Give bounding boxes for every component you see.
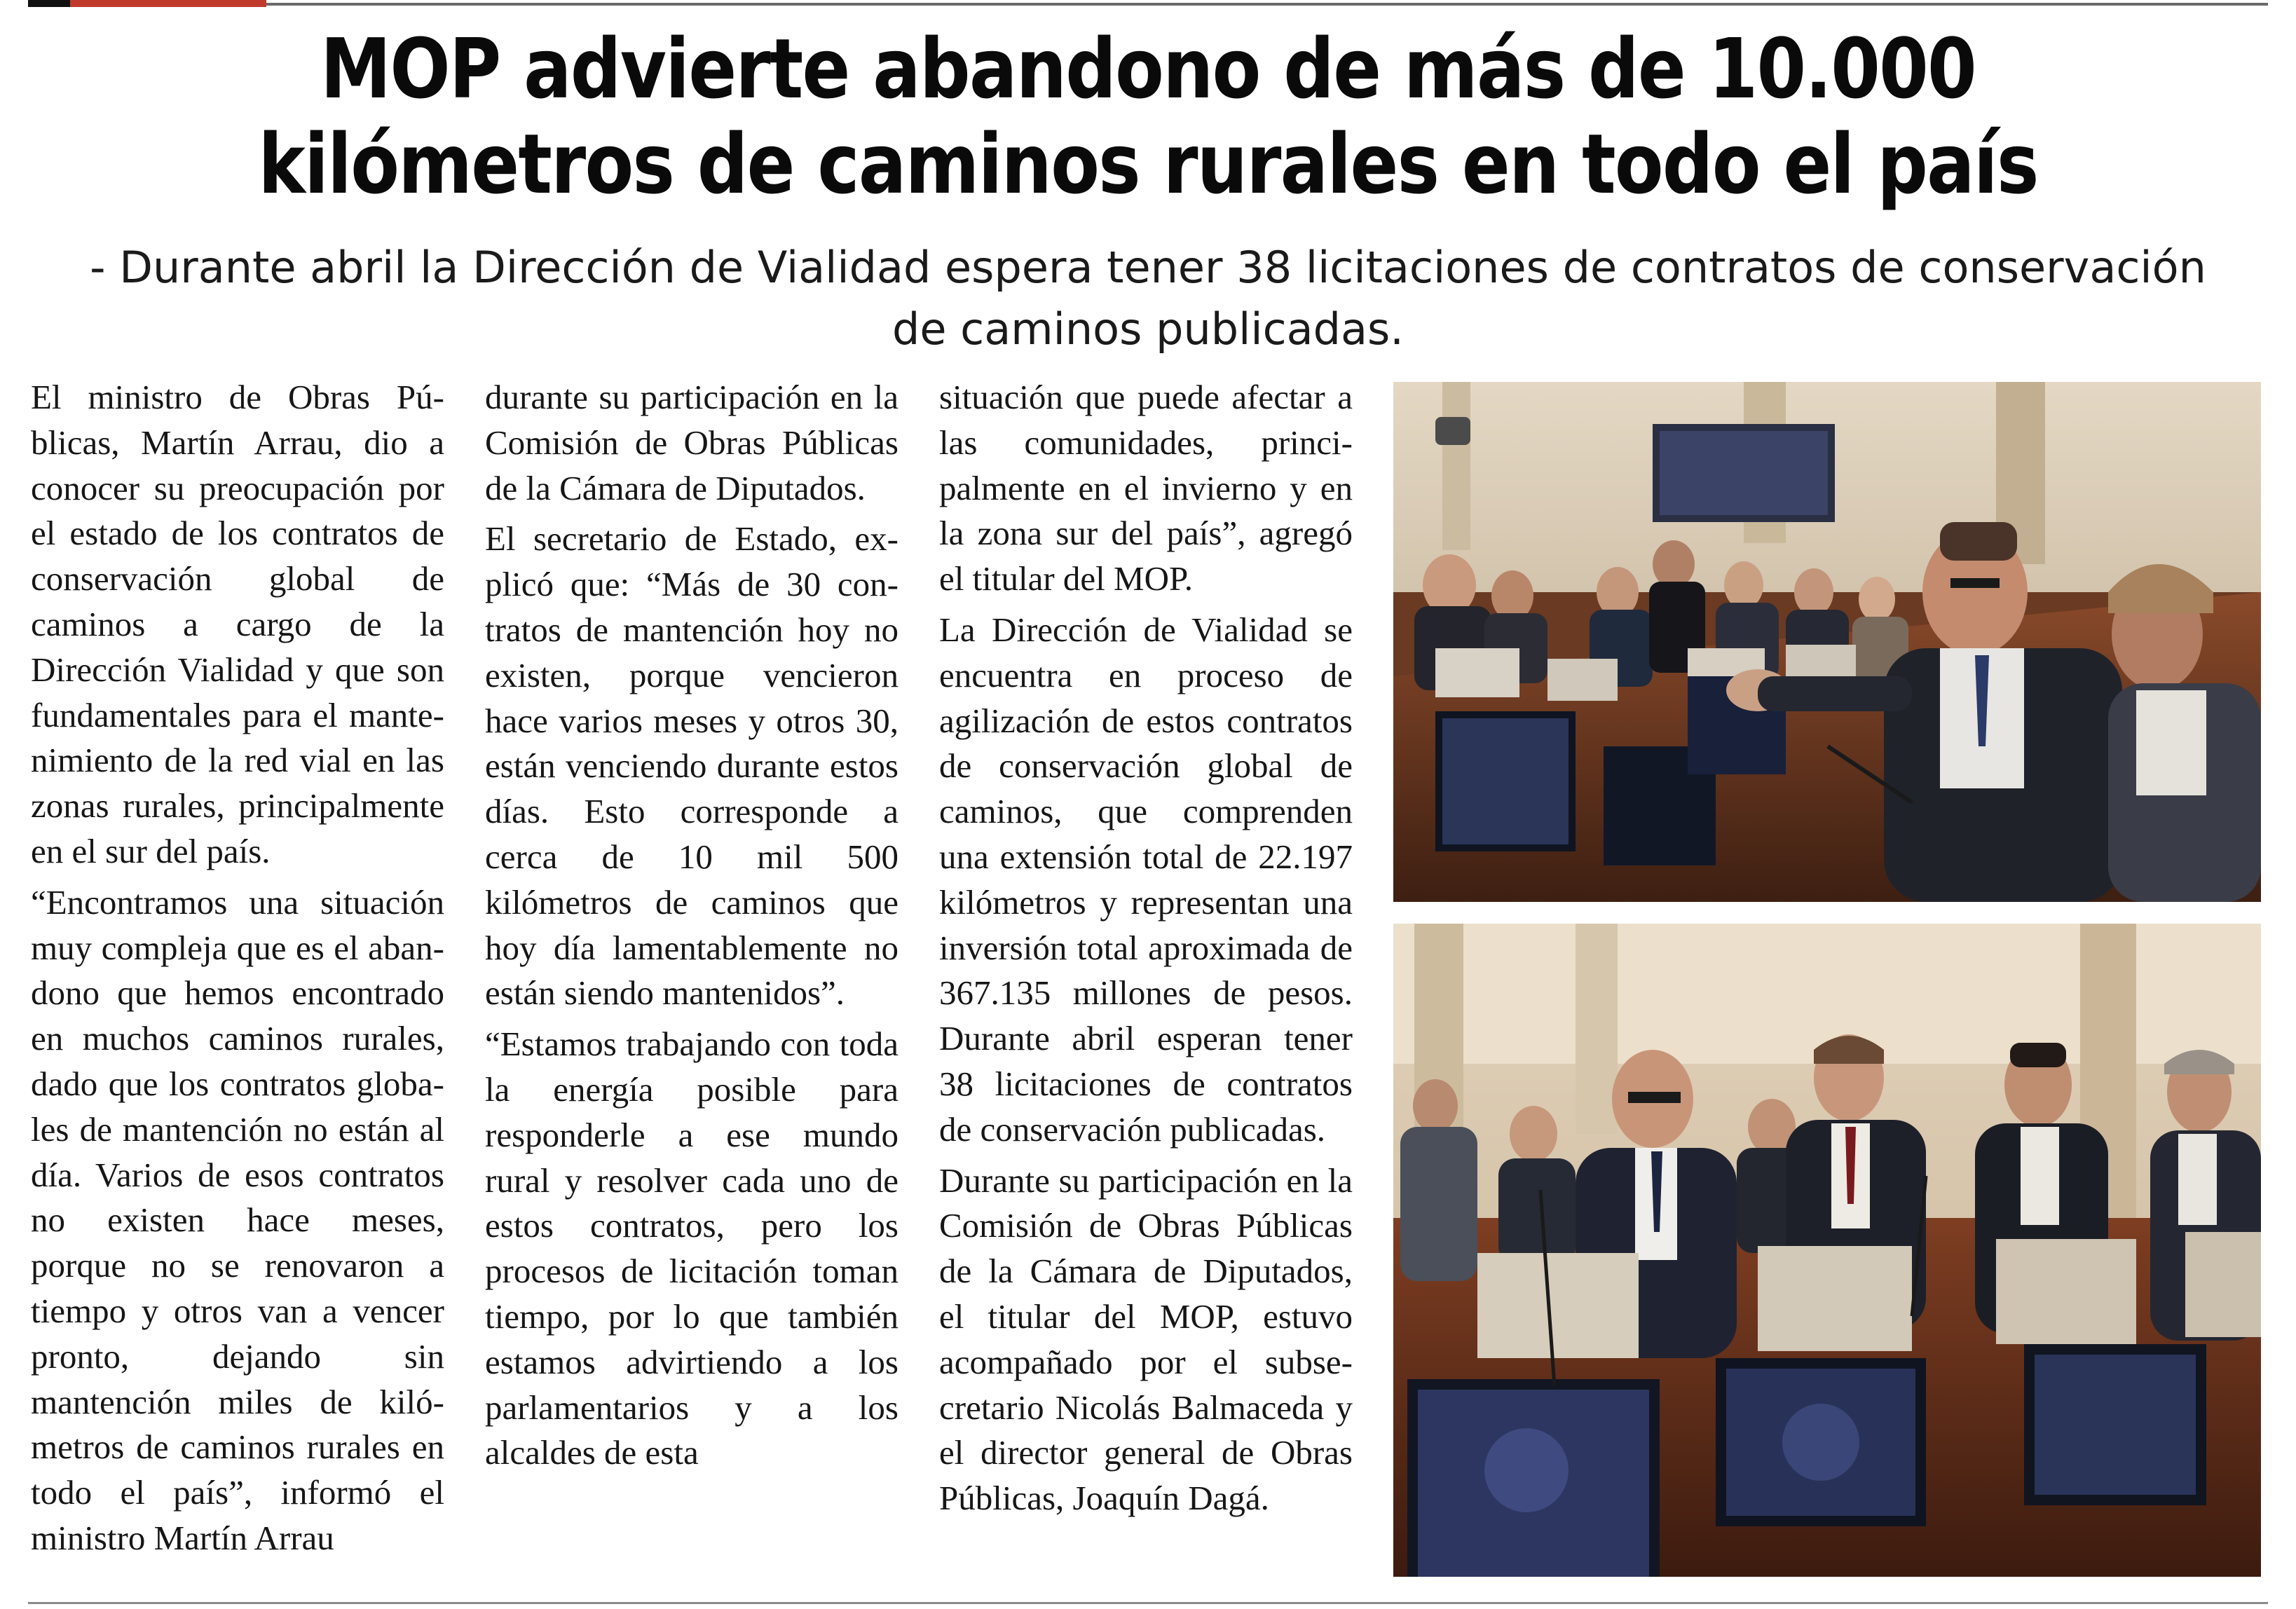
paragraph: El ministro de Obras Públicas, Martín Arrau, dio a conocer su preocupación por el estado de los contratos de conservación global de caminos a cargo de la Dirección Vialidad y que son fundamentales para el mantenimiento de la red vial en las zonas rurales, principalmente en el sur del país. [31,378,444,870]
paragraph: situación que puede afectar a las comunidades, principalmente en el invierno y en la zona sur del país”, agregó el titular del MOP. [939,378,1353,598]
section-tab-marker [28,0,70,7]
photo-commission-panel-image [1393,924,2261,1577]
article-column-2 [485,375,898,1580]
photo-commission-meeting [1393,382,2261,902]
subheadline: - Durante abril la Dirección de Vialidad espera tener 38 licitaciones de contratos de conservación de caminos publicadas. [90,242,2206,355]
top-rule [28,3,2268,6]
headline: MOP advierte abandono de más de 10.000 kilómetros de caminos rurales en todo el país [258,20,2038,212]
article-column-3 [939,375,1353,1580]
bottom-rule [28,1602,2268,1604]
photo-commission-meeting-image [1393,382,2261,902]
paragraph: “Estamos trabajando con toda la energía posible para responderle a ese mundo rural y resolver cada uno de estos contratos, pero los procesos de licitación toman tiempo, por lo que también estamos advirtiendo a los parlamentarios y a los alcaldes de esta [485,1025,898,1472]
photo-commission-panel [1393,924,2261,1577]
article-column-1 [31,375,444,1580]
paragraph: La Dirección de Vialidad se encuentra en proceso de agilización de estos contratos de conservación global de caminos, que comprenden una extensión total de 22.197 kilómetros y representan una inversión total aproximada de 367.135 millones de pesos. Durante abril esperan tener 38 licitaciones de contratos de conservación publicadas. [939,610,1353,1149]
paragraph: “Encontramos una situación muy compleja que es el abandono que hemos encontrado en muchos caminos rurales, dado que los contratos globales de mantención no están al día. Varios de esos contratos no existen hace meses, porque no se renovaron a tiempo y otros van a vencer pronto, dejando sin mantención miles de kilómetros de caminos rurales en todo el país”, informó el ministro Martín Arrau [31,882,444,1557]
paragraph: durante su participación en la Comisión de Obras Públicas de la Cámara de Diputados. [485,378,898,507]
paragraph: El secretario de Estado, explicó que: “Más de 30 contratos de mantención hoy no existen, porque vencieron hace varios meses y otros 30, están venciendo durante estos días. Esto corresponde a cerca de 10 mil 500 kilómetros de caminos que hoy día lamentablemente no están siendo mantenidos”. [485,519,898,1013]
paragraph: Durante su participación en la Comisión de Obras Públicas de la Cámara de Diputados, el titular del MOP, estuvo acompañado por el subsecretario Nicolás Balmaceda y el director general de Obras Públicas, Joaquín Dagá. [939,1160,1353,1518]
